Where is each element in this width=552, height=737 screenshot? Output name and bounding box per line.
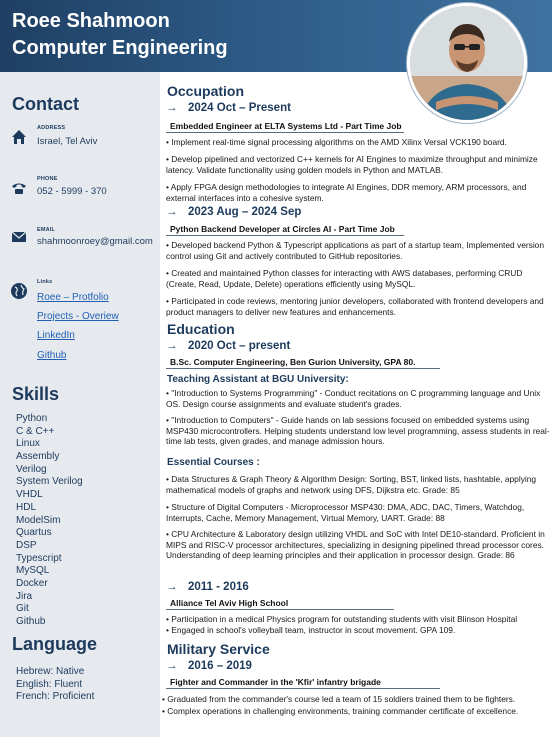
skill-item: Python — [16, 413, 48, 424]
skill-item: MySQL — [16, 565, 50, 577]
military-heading: Military Service — [167, 641, 270, 657]
highschool-date-text: 2011 - 2016 — [188, 581, 249, 593]
address-label: ADDRESS — [37, 125, 66, 131]
military-date-text: 2016 – 2019 — [188, 660, 252, 672]
job-1-bullet: • Develop pipelined and vectorized C++ kernels for AI Engines to maximize throughput and minimize latency. Validate functionality using golden models in Python and MATLAB. — [166, 154, 538, 175]
language-item: English: Fluent — [16, 678, 83, 690]
education-heading: Education — [167, 321, 235, 337]
job-2-date — [166, 206, 301, 218]
course-bullet: • CPU Architecture & Laboratory design utilizing VHDL and SoC with Intel DE10-standard. Proficient in MIPS and RISC-V processor architectures, specializing in designing pipelined thread processor cores. Understanding of deep learning principles and their application in processor design. Grade: 86 — [166, 529, 545, 561]
arrow-right-icon: → — [166, 206, 178, 218]
education-date-text: 2020 Oct – present — [188, 340, 291, 352]
arrow-right-icon: → — [166, 102, 178, 114]
person-name: Roee Shahmoon — [12, 10, 170, 32]
job-1-rule — [166, 132, 404, 133]
skills-heading: Skills — [12, 384, 60, 404]
course-bullet: • Structure of Digital Computers - Microprocessor MSP430: DMA, ADC, DAC, Timers, Watchdog, Interrupts, Cache, Memory Management, Virtual Memory, UART. Grade: 88 — [166, 502, 525, 523]
email-value[interactable]: shahmoonroey@gmail.com — [37, 236, 153, 247]
person-role: Computer Engineering — [12, 37, 228, 59]
language-heading: Language — [12, 634, 98, 654]
sidebar — [0, 72, 160, 737]
contact-heading: Contact — [12, 94, 79, 114]
email-icon — [10, 228, 28, 246]
skill-item: Jira — [16, 590, 33, 602]
courses-heading: Essential Courses : — [167, 457, 260, 468]
skill-item: Docker — [16, 577, 48, 589]
language-list — [16, 666, 94, 704]
skills-list — [16, 413, 83, 629]
address-value: Israel, Tel Aviv — [37, 136, 98, 147]
job-2-bullet: • Participated in code reviews, mentoring junior developers, collaborated with frontend developers and product managers to deliver new features and enhancements. — [166, 296, 544, 317]
skill-item: Git — [16, 603, 29, 615]
links-label: Links — [37, 279, 53, 285]
email-label: EMAIL — [37, 227, 56, 233]
language-item: French: Proficient — [16, 691, 95, 703]
course-bullet: • Data Structures & Graph Theory & Algorithm Design: Sorting, BST, linked lists, hashtable, applying mathematical models of graphs and network using DFS, Dijkstra etc. Grade: 85 — [166, 474, 537, 495]
main-content — [160, 72, 552, 737]
job-1-bullet: • Implement real-time signal processing algorithms on the AMD Xilinx Versal VCK190 board. — [166, 137, 507, 147]
arrow-right-icon: → — [166, 660, 178, 672]
job-2-bullet: • Created and maintained Python classes for interacting with AWS databases, performing CRUD (Create, Read, Update, Delete) operations efficiently using MySQL. — [166, 268, 523, 289]
highschool-date — [166, 581, 249, 593]
link-portfolio[interactable]: Roee – Protfolio — [37, 292, 109, 303]
job-1-date — [166, 102, 291, 114]
ta-bullet: • "Introduction to Systems Programming" - Conduct recitations on C programming language and Unix OS. Design course assignments and evaluate student's grades. — [166, 388, 541, 409]
highschool-title: Alliance Tel Aviv High School — [170, 598, 289, 608]
job-2-date-text: 2023 Aug – 2024 Sep — [188, 206, 302, 218]
military-role: Fighter and Commander in the 'Kfir' infantry brigade — [170, 677, 381, 687]
skill-item: Quartus — [16, 527, 52, 539]
military-bullet: • Graduated from the commander's course led a team of 15 soldiers trained them to be fighters. — [162, 694, 516, 704]
highschool-bullet: • Engaged in school's volleyball team, instructor in scout movement. GPA 109. — [166, 625, 456, 635]
military-bullet: • Complex operations in challenging environments, training commander certificate of excellence. — [162, 706, 519, 716]
job-1-date-text: 2024 Oct – Present — [188, 102, 291, 114]
military-date — [166, 660, 252, 672]
skill-item: C & C++ — [16, 425, 55, 437]
occupation-heading: Occupation — [167, 83, 245, 99]
skill-item: Typescript — [16, 552, 62, 564]
job-1-bullet: • Apply FPGA design methodologies to integrate AI Engines, DDR memory, ARM processors, and external interfaces into a cohesive system. — [166, 182, 527, 203]
skill-item: System Verilog — [16, 476, 83, 488]
job-1-title: Embedded Engineer at ELTA Systems Ltd - Part Time Job — [170, 121, 402, 131]
globe-icon — [10, 282, 28, 300]
skill-item: DSP — [16, 539, 37, 551]
ta-bullet: • "Introduction to Computers" - Guide hands on lab sessions focused on embedded systems using MSP430 microcontrollers. Helping students understand low level programming, assess students in real-time lab tests, given grades, and manage admission hours. — [166, 415, 550, 447]
skill-item: HDL — [16, 501, 37, 513]
phone-value: 052 - 5999 - 370 — [37, 186, 107, 197]
skill-item: Verilog — [16, 463, 47, 475]
job-2-rule — [166, 235, 404, 236]
degree-rule — [166, 368, 440, 369]
language-item: Hebrew: Native — [16, 666, 85, 677]
highschool-bullet: • Participation in a medical Physics program for outstanding students with visit Blinson Hospital — [166, 614, 518, 624]
arrow-right-icon: → — [166, 340, 178, 352]
link-github[interactable]: Github — [37, 350, 67, 361]
skill-item: Github — [16, 616, 46, 627]
phone-icon — [10, 178, 28, 196]
military-rule — [166, 688, 440, 689]
skill-item: Assembly — [16, 451, 60, 463]
skill-item: VHDL — [16, 489, 43, 501]
skill-item: ModelSim — [16, 514, 61, 526]
link-linkedin[interactable]: LinkedIn — [37, 330, 75, 341]
arrow-right-icon: → — [166, 581, 178, 593]
degree-title: B.Sc. Computer Engineering, Ben Gurion University, GPA 80. — [170, 357, 416, 367]
home-icon — [10, 128, 28, 146]
education-date — [166, 340, 290, 352]
job-2-bullet: • Developed backend Python & Typescript applications as part of a startup team, Implemented version control using Git and actively contributed to GitHub repositories. — [166, 240, 544, 261]
ta-heading: Teaching Assistant at BGU University: — [167, 374, 349, 385]
job-2-title: Python Backend Developer at Circles AI - Part Time Job — [170, 224, 395, 234]
link-projects[interactable]: Projects - Overiew — [37, 311, 119, 322]
skill-item: Linux — [16, 438, 40, 450]
phone-label: PHONE — [37, 176, 58, 182]
highschool-rule — [166, 609, 394, 610]
